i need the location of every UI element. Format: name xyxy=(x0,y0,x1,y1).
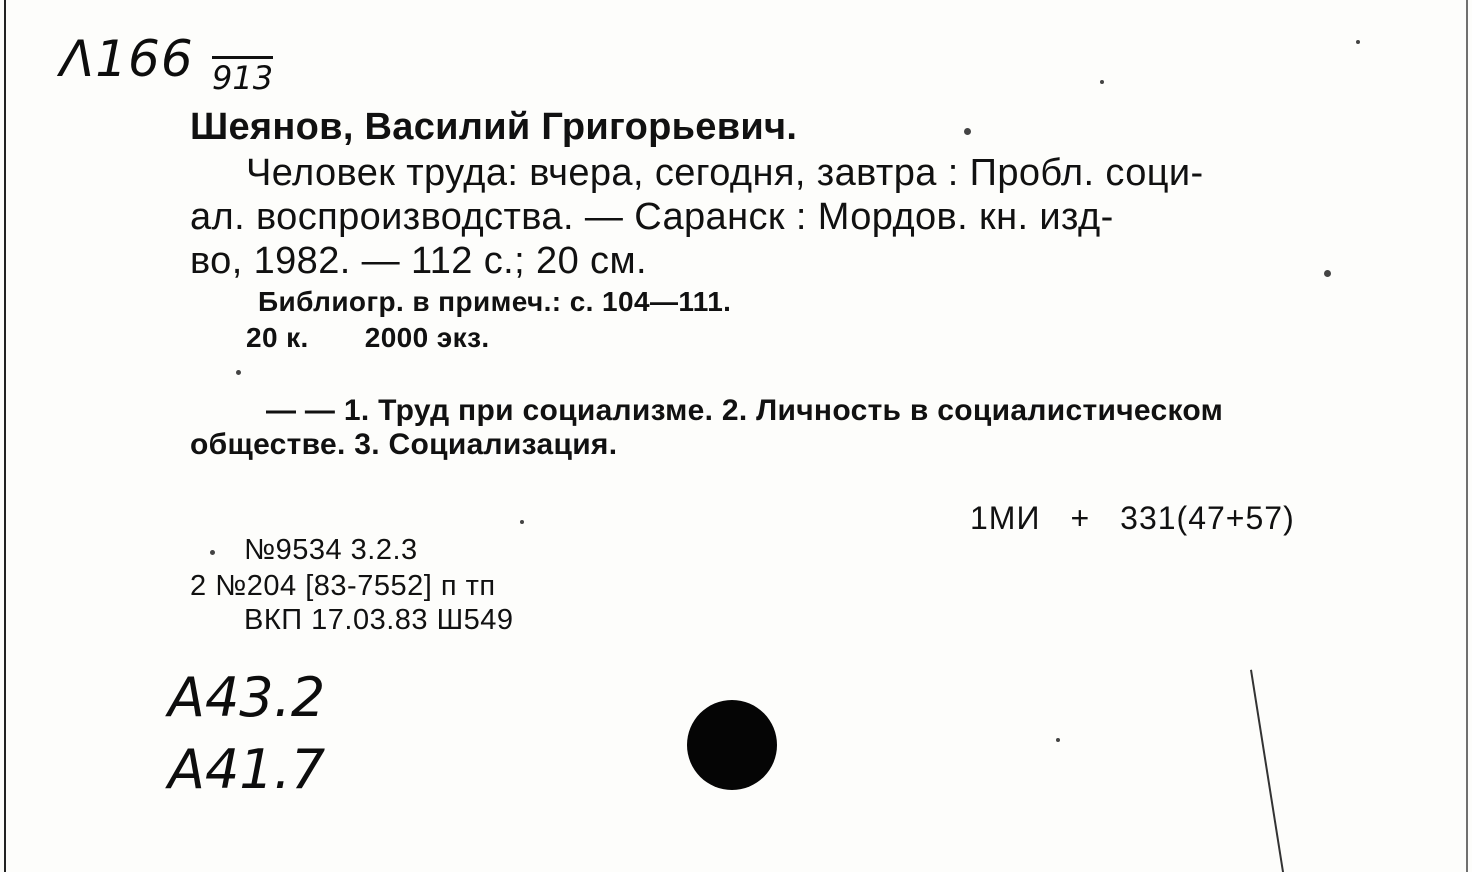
card-edge-right xyxy=(1466,0,1468,872)
speck xyxy=(1056,738,1060,742)
registry-line-1: №9534 3.2.3 xyxy=(244,534,418,566)
price: 20 к. xyxy=(246,322,309,353)
author-heading: Шеянов, Василий Григорьевич. xyxy=(190,106,798,148)
copies: 2000 экз. xyxy=(364,322,490,353)
speck xyxy=(210,550,215,555)
subject-headings-line-2: обществе. 3. Социализация. xyxy=(190,428,618,461)
shelf-mark: Λ166 xyxy=(60,30,194,88)
title-line-1: Человек труда: вчера, сегодня, завтра : Пробл. соци- xyxy=(246,152,1204,194)
scratch-mark xyxy=(1250,670,1285,872)
price-line xyxy=(246,322,490,354)
speck xyxy=(1356,40,1360,44)
udc-right: 331(47+57) xyxy=(1120,500,1295,536)
card-edge-left xyxy=(4,0,6,872)
registry-line-2: 2 №204 [83-7552] п тп xyxy=(190,570,496,602)
classification-index xyxy=(970,500,1295,537)
speck xyxy=(1324,270,1331,277)
shelf-mark-sub: 913 xyxy=(212,56,273,95)
subject-headings-line-1: — — 1. Труд при социализме. 2. Личность в социалистическом xyxy=(266,394,1224,427)
handwritten-code-2: А41.7 xyxy=(168,738,326,801)
udc-plus: + xyxy=(1070,500,1091,536)
title-line-3: во, 1982. — 112 с.; 20 см. xyxy=(190,240,647,282)
handwritten-code-1: А43.2 xyxy=(168,666,326,729)
speck xyxy=(520,520,524,524)
speck xyxy=(964,128,971,135)
registry-line-3: ВКП 17.03.83 Ш549 xyxy=(244,604,514,636)
speck xyxy=(236,370,241,375)
udc-left: 1МИ xyxy=(970,500,1041,536)
speck xyxy=(1100,80,1104,84)
punch-hole xyxy=(687,700,777,790)
bibliography-note: Библиогр. в примеч.: с. 104—111. xyxy=(258,286,732,317)
title-line-2: ал. воспроизводства. — Саранск : Мордов. кн. изд- xyxy=(190,196,1114,238)
